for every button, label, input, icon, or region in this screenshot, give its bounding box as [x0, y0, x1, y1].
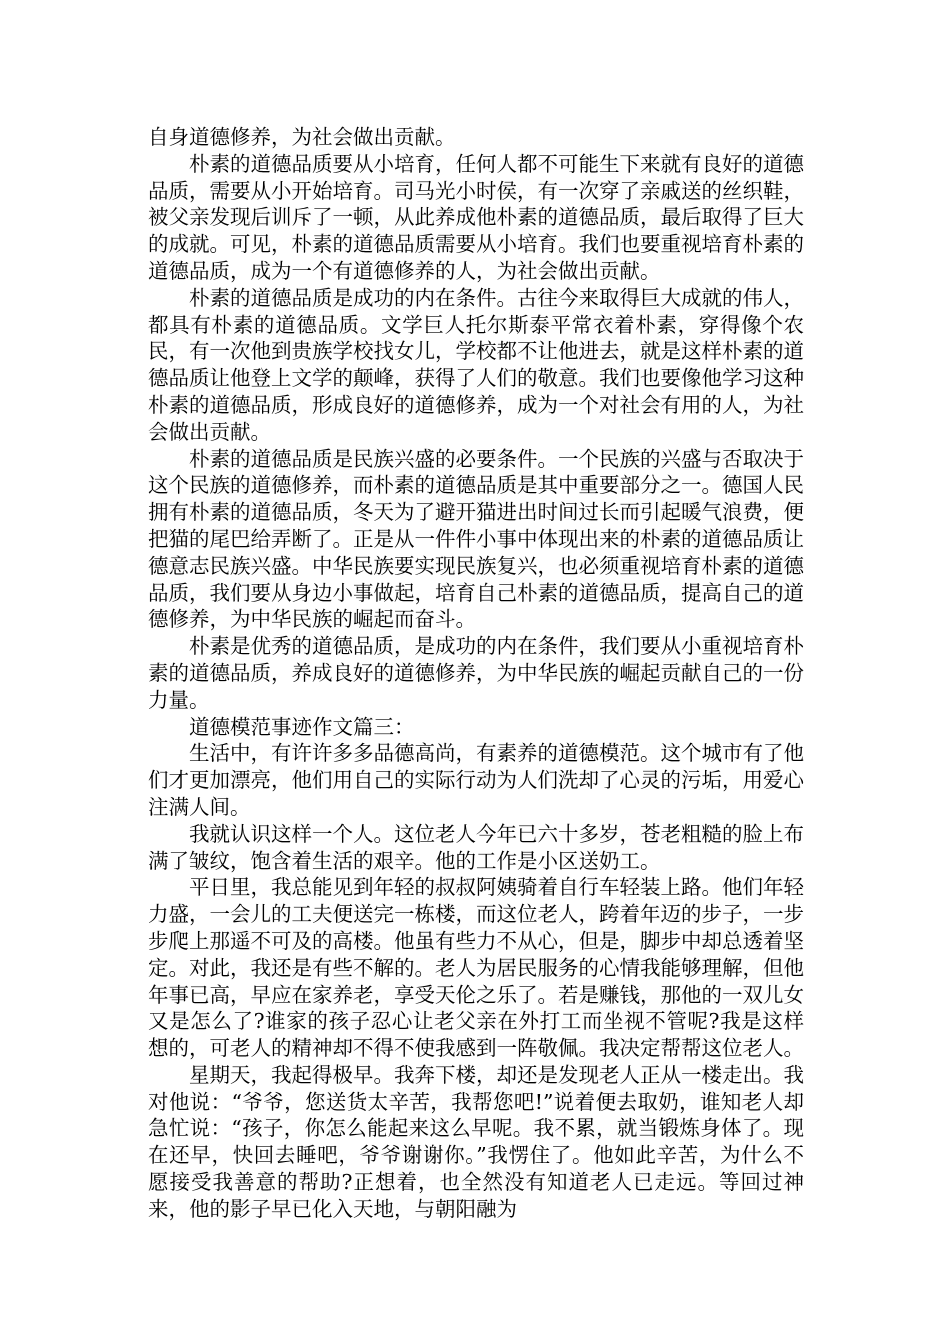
document-body — [148, 124, 804, 1223]
paragraph-success-condition: 朴素的道德品质是成功的内在条件。古往今来取得巨大成就的伟人，都具有朴素的道德品质。文学巨人托尔斯泰平常衣着朴素，穿得像个农民，有一次他到贵族学校找女儿，学校都不让他进去，就是这样朴素的道德品质让他登上文学的颠峰，获得了人们的敬意。我们也要像他学习这种朴素的道德品质，形成良好的道德修养，成为一个对社会有用的人，为社会做出贡献。 — [148, 285, 804, 444]
paragraph-daily-life: 平日里，我总能见到年轻的叔叔阿姨骑着自行车轻装上路。他们年轻力盛，一会儿的工夫便送完一栋楼，而这位老人，跨着年迈的步子，一步步爬上那遥不可及的高楼。他虽有些力不从心，但是，脚步中却总透着坚定。对此，我还是有些不解的。老人为居民服务的心情我能够理解，但他年事已高，早应在家养老，享受天伦之乐了。若是赚钱，那他的一双儿女又是怎么了?谁家的孩子忍心让老父亲在外打工而坐视不管呢?我是这样想的，可老人的精神却不得不使我感到一阵敬佩。我决定帮帮这位老人。 — [148, 875, 804, 1061]
paragraph-continuation: 自身道德修养，为社会做出贡献。 — [148, 125, 456, 149]
paragraph-upbringing: 朴素的道德品质要从小培育，任何人都不可能生下来就有良好的道德品质，需要从小开始培育。司马光小时侯，有一次穿了亲戚送的丝织鞋，被父亲发现后训斥了一顿，从此养成他朴素的道德品质，最后取得了巨大的成就。可见，朴素的道德品质需要从小培育。我们也要重视培育朴素的道德品质，成为一个有道德修养的人，为社会做出贡献。 — [148, 151, 804, 283]
paragraph-nation-prosperity: 朴素的道德品质是民族兴盛的必要条件。一个民族的兴盛与否取决于这个民族的道德修养，而朴素的道德品质是其中重要部分之一。德国人民拥有朴素的道德品质，冬天为了避开猫进出时间过长而引起暖气浪费，便把猫的尾巴给弄断了。正是从一件件小事中体现出来的朴素的道德品质让德意志民族兴盛。中华民族要实现民族复兴，也必须重视培育朴素的道德品质，我们要从身边小事做起，培育自己朴素的道德品质，提高自己的道德修养，为中华民族的崛起而奋斗。 — [148, 446, 804, 632]
paragraph-intro: 生活中，有许许多多品德高尚，有素养的道德模范。这个城市有了他们才更加漂亮，他们用自己的实际行动为人们洗却了心灵的污垢，用爱心注满人间。 — [148, 741, 804, 819]
paragraph-sunday: 星期天，我起得极早。我奔下楼，却还是发现老人正从一楼走出。我对他说：“爷爷，您送货太辛苦，我帮您吧!”说着便去取奶，谁知老人却急忙说：“孩子，你怎么能起来这么早呢。我不累，就当锻炼身体了。现在还早，快回去睡吧，爷爷谢谢你。”我愣住了。他如此辛苦，为什么不愿接受我善意的帮助?正想着，也全然没有知道老人已走远。等回过神来，他的影子早已化入天地，与朝阳融为 — [148, 1062, 804, 1221]
section-heading: 道德模范事迹作文篇三： — [189, 714, 415, 739]
paragraph-conclusion: 朴素是优秀的道德品质，是成功的内在条件，我们要从小重视培育朴素的道德品质，养成良好的道德修养，为中华民族的崛起贡献自己的一份力量。 — [148, 634, 804, 712]
paragraph-old-man: 我就认识这样一个人。这位老人今年已六十多岁，苍老粗糙的脸上布满了皱纹，饱含着生活的艰辛。他的工作是小区送奶工。 — [148, 821, 804, 873]
